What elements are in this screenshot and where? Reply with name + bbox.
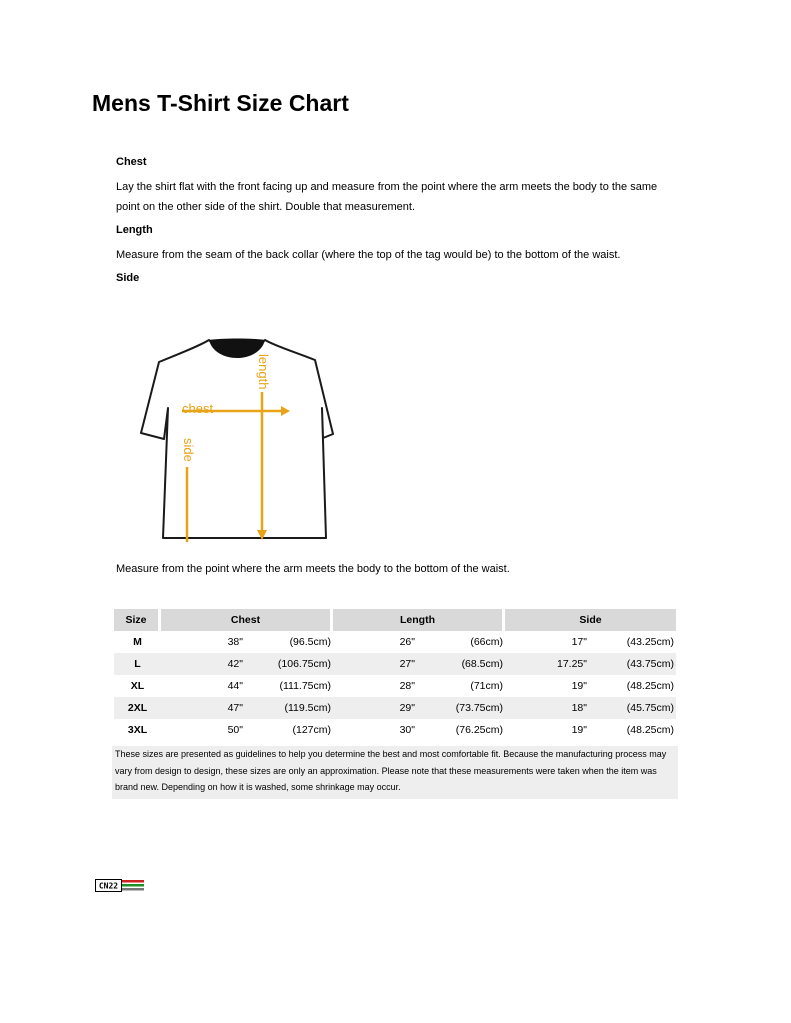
chest-inches-cell: 47": [161, 697, 247, 719]
page-title: Mens T-Shirt Size Chart: [92, 90, 349, 116]
length-cm-cell: (76.25cm): [455, 724, 503, 736]
chest-heading: Chest: [116, 156, 147, 168]
col-header-side: Side: [505, 609, 676, 631]
side-inches-cell: 18": [505, 697, 591, 719]
table-header-row: [114, 609, 676, 631]
table-row: [114, 719, 676, 741]
side-cm-cell: (45.75cm): [591, 697, 676, 719]
length-cm-cell: (71cm): [470, 680, 503, 692]
tshirt-outline: [141, 340, 333, 538]
col-header-length: Length: [333, 609, 505, 631]
length-label: length: [256, 354, 271, 390]
length-inches-cell: 28": [399, 680, 415, 692]
length-inches-cell: 29": [333, 697, 419, 719]
side-description: Measure from the point where the arm meets the body to the bottom of the waist.: [116, 563, 510, 575]
side-cm-cell: (48.25cm): [626, 724, 674, 736]
length-heading: Length: [116, 224, 153, 236]
chest-description: Lay the shirt flat with the front facing up and measure from the point where the arm meets the body to the same point on the other side of the shirt. Double that measurement.: [116, 181, 658, 213]
length-inches-cell: 30": [399, 724, 415, 736]
size-table: [114, 609, 676, 741]
chest-inches-cell: 42": [161, 653, 247, 675]
side-heading: Side: [116, 272, 140, 284]
table-row: [114, 697, 676, 719]
size-cell: 2XL: [114, 697, 161, 719]
side-label: side: [181, 438, 196, 462]
side-inches-cell: 17.25": [505, 653, 591, 675]
length-inches-cell: 27": [333, 653, 419, 675]
chest-inches-cell: 50": [227, 724, 243, 736]
size-cell: L: [114, 653, 161, 675]
chest-cm-cell: (106.75cm): [247, 653, 333, 675]
cn22-logo: [95, 879, 145, 892]
chest-cm-cell: (96.5cm): [289, 636, 331, 648]
size-cell: 3XL: [127, 724, 148, 736]
length-cm-cell: (68.5cm): [419, 653, 505, 675]
chest-cm-cell: (111.75cm): [279, 680, 331, 692]
chest-inches-cell: 44": [227, 680, 243, 692]
length-cm-cell: (66cm): [470, 636, 503, 648]
side-cm-cell: (43.75cm): [591, 653, 676, 675]
chest-inches-cell: 38": [227, 636, 243, 648]
size-cell: XL: [130, 680, 145, 692]
sizing-disclaimer: These sizes are presented as guidelines to help you determine the best and most comfortable fit. Because the manufacturing process may vary from design to design, these sizes are only an approximation. Please note that these measurements were taken when the item was brand new. Depending on how it is washed, some shrinkage may occur.: [112, 746, 678, 799]
table-row: [114, 675, 676, 697]
side-inches-cell: 19": [571, 680, 587, 692]
chest-cm-cell: (127cm): [292, 724, 331, 736]
col-header-chest: Chest: [161, 609, 333, 631]
side-inches-cell: 17": [571, 636, 587, 648]
side-cm-cell: (43.25cm): [626, 636, 674, 648]
side-inches-cell: 19": [571, 724, 587, 736]
tshirt-measurement-diagram: [135, 330, 340, 550]
chest-label: chest: [182, 401, 214, 416]
size-cell: M: [133, 636, 142, 648]
length-cm-cell: (73.75cm): [419, 697, 505, 719]
col-header-size: Size: [114, 609, 161, 631]
logo-text: CN22: [98, 881, 119, 891]
table-row: [114, 631, 676, 653]
length-description: Measure from the seam of the back collar (where the top of the tag would be) to the bottom of the waist.: [116, 249, 621, 261]
table-row: [114, 653, 676, 675]
length-inches-cell: 26": [399, 636, 415, 648]
side-cm-cell: (48.25cm): [626, 680, 674, 692]
chest-cm-cell: (119.5cm): [247, 697, 333, 719]
